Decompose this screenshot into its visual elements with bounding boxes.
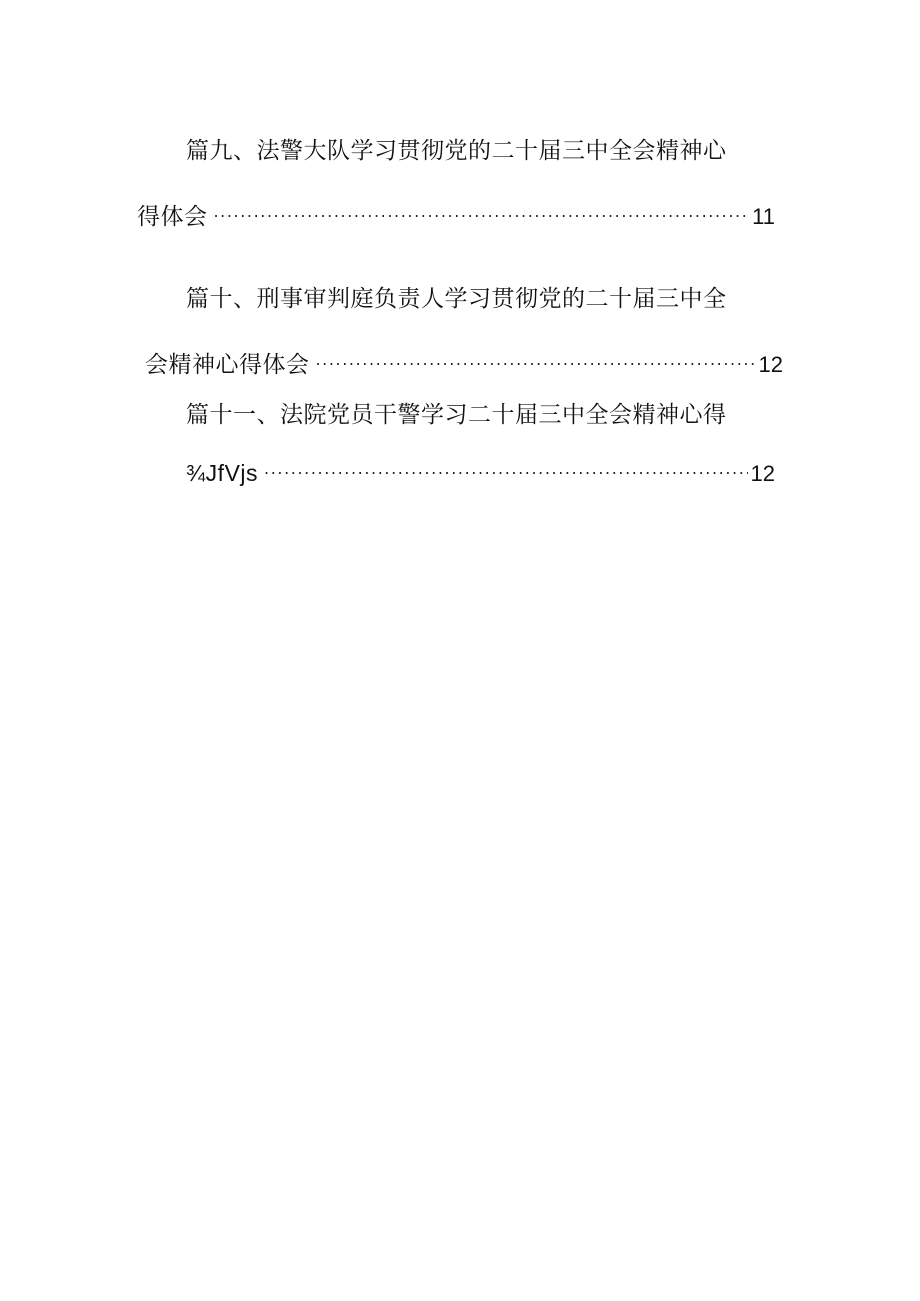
toc-entry-2-page-number: 12 — [758, 352, 783, 377]
toc-entry-3-page-number: 12 — [750, 461, 775, 486]
toc-entry-1-dot-leader — [214, 194, 750, 224]
toc-entry-1-title-line2-text: 得体会 — [137, 204, 208, 230]
toc-entry-1-page-number: 11 — [752, 204, 775, 229]
toc-entry-2-title-line1[interactable]: 篇十、刑事审判庭负责人学习贯彻党的二十届三中全 — [186, 286, 727, 312]
toc-entry-3-title-line2-text: ¾JfVjs — [186, 460, 259, 486]
toc-entry-2-title-line2-text: 会精神心得体会 — [145, 352, 310, 378]
toc-entry-3-title-line2[interactable] — [186, 451, 775, 489]
toc-entry-1-title-line2[interactable] — [137, 194, 775, 232]
toc-entry-3-dot-leader — [264, 451, 747, 481]
toc-entry-1-title-line1[interactable]: 篇九、法警大队学习贯彻党的二十届三中全会精神心 — [186, 138, 727, 164]
toc-entry-2-dot-leader — [316, 342, 756, 372]
toc-entry-3-title-line1[interactable]: 篇十一、法院党员干警学习二十届三中全会精神心得 — [186, 402, 727, 428]
toc-entry-2-title-line2[interactable] — [145, 342, 783, 380]
